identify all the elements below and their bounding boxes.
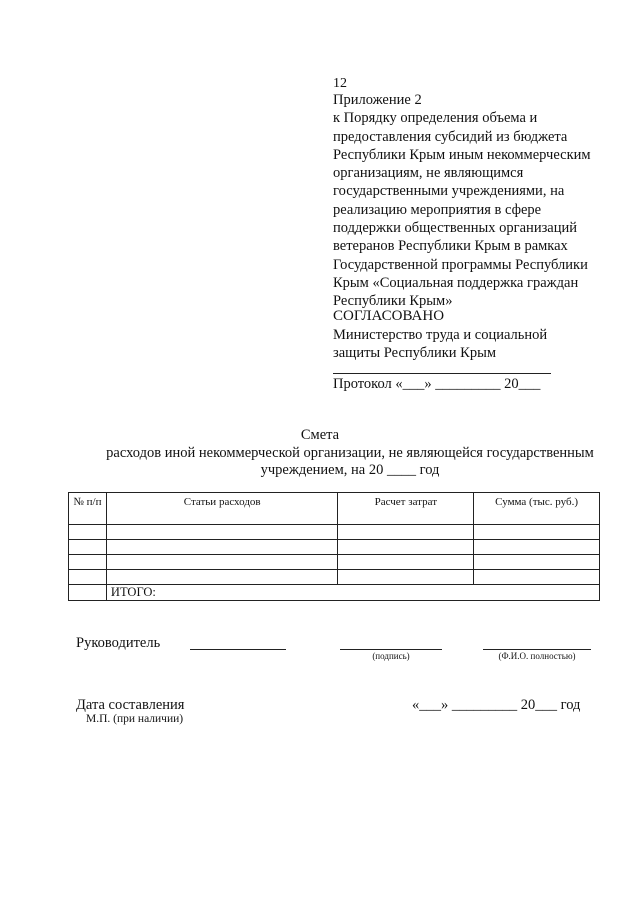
protocol-field: Протокол «___» _________ 20___	[333, 376, 541, 392]
appendix-line: Государственной программы Республики	[333, 256, 588, 273]
table-row	[69, 525, 600, 540]
cell	[69, 585, 107, 601]
cell[interactable]	[338, 540, 474, 555]
agreed-line: Министерство труда и социальной	[333, 327, 548, 343]
signature-line[interactable]	[340, 649, 442, 650]
table-header-row	[69, 493, 600, 525]
page-number: 12	[333, 76, 347, 91]
estimate-title: Смета	[300, 427, 340, 443]
estimate-subtitle-line: учреждением, на 20 ____ год	[260, 462, 440, 478]
name-line[interactable]	[483, 649, 591, 650]
header-number: № п/п	[69, 493, 107, 525]
cell[interactable]	[338, 555, 474, 570]
appendix-line: Республики Крым иным некоммерческим	[333, 146, 591, 163]
stamp-note: М.П. (при наличии)	[86, 713, 184, 725]
budget-table	[68, 492, 600, 601]
header-sum: Сумма (тыс. руб.)	[474, 493, 600, 525]
signature-caption: (подпись)	[372, 651, 410, 661]
cell[interactable]	[106, 570, 338, 585]
table-row	[69, 555, 600, 570]
agreed-ministry	[333, 326, 547, 362]
agreed-title: СОГЛАСОВАНО	[333, 308, 445, 324]
cell[interactable]	[106, 540, 338, 555]
appendix-line: Республики Крым»	[333, 293, 453, 310]
cell[interactable]	[69, 540, 107, 555]
head-sign-line[interactable]	[190, 649, 286, 650]
cell[interactable]	[474, 525, 600, 540]
appendix-line: реализацию мероприятия в сфере	[333, 201, 542, 218]
cell[interactable]	[474, 570, 600, 585]
cell[interactable]	[69, 525, 107, 540]
appendix-line: предоставления субсидий из бюджета	[333, 128, 568, 145]
cell[interactable]	[338, 570, 474, 585]
date-label: Дата составления	[76, 697, 185, 713]
header-calc: Расчет затрат	[338, 493, 474, 525]
date-field[interactable]: «___» _________ 20___ год	[412, 697, 581, 713]
estimate-subtitle	[60, 445, 640, 479]
table-row	[69, 570, 600, 585]
agreed-line: защиты Республики Крым	[333, 345, 496, 361]
cell[interactable]	[474, 555, 600, 570]
appendix-line: поддержки общественных организаций	[333, 220, 578, 237]
appendix-line: ветеранов Республики Крым в рамках	[333, 238, 568, 255]
cell[interactable]	[69, 555, 107, 570]
appendix-line: организациям, не являющимся	[333, 165, 524, 182]
cell[interactable]	[474, 540, 600, 555]
table-row	[69, 540, 600, 555]
name-caption: (Ф.И.О. полностью)	[498, 651, 576, 661]
header-items: Статьи расходов	[106, 493, 338, 525]
table-total-row	[69, 585, 600, 601]
cell[interactable]	[106, 555, 338, 570]
agreed-signature-line	[333, 373, 551, 374]
appendix-header	[333, 91, 623, 311]
appendix-line: к Порядку определения объема и	[333, 110, 538, 127]
cell[interactable]	[338, 525, 474, 540]
cell[interactable]	[69, 570, 107, 585]
estimate-subtitle-line: расходов иной некоммерческой организации, не являющейся государственным	[106, 445, 594, 461]
appendix-line: Приложение 2	[333, 92, 422, 108]
appendix-line: государственными учреждениями, на	[333, 183, 565, 200]
total-label: ИТОГО:	[106, 585, 599, 601]
head-label: Руководитель	[76, 635, 161, 651]
cell[interactable]	[106, 525, 338, 540]
appendix-line: Крым «Социальная поддержка граждан	[333, 274, 579, 291]
